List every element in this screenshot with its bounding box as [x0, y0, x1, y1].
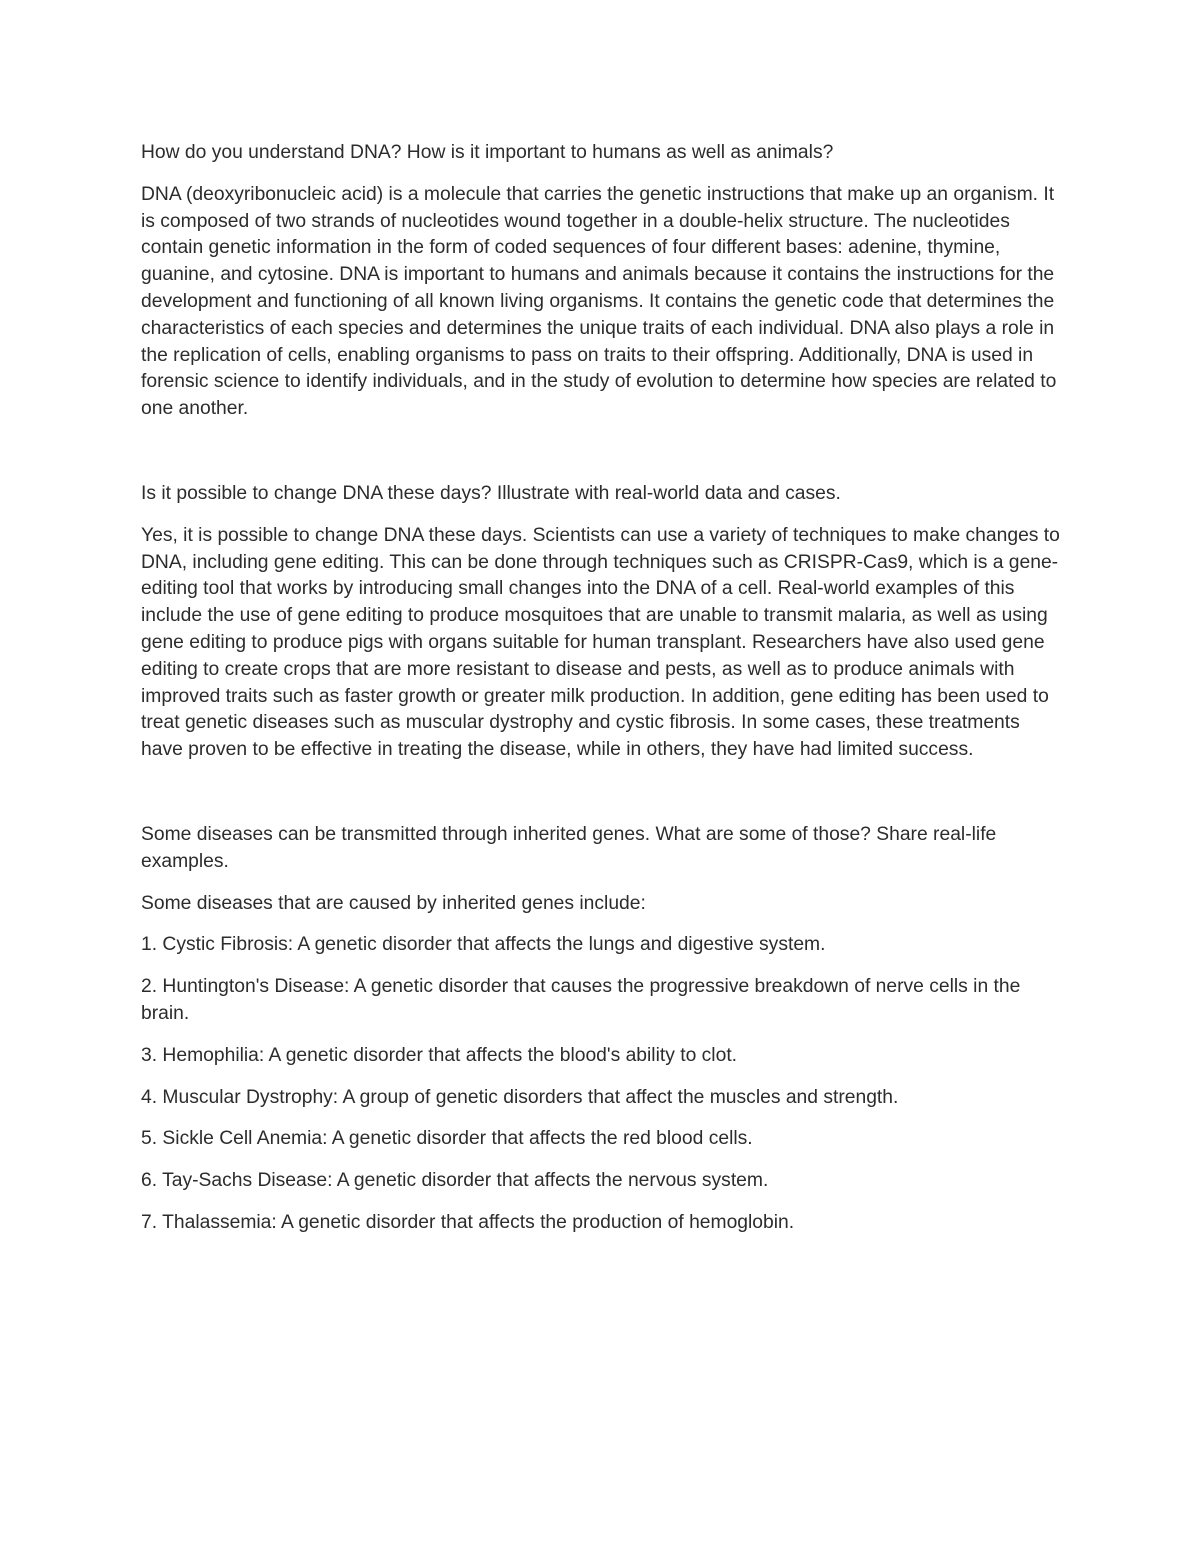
answer-dna-understanding: DNA (deoxyribonucleic acid) is a molecule that carries the genetic instructions that make up an organism. It is composed of two strands of nucleotides wound together in a double-helix structure. The nucleotides contain genetic information in the form of coded sequences of four different bases: adenine, thymine, guanine, and cytosine. DNA is important to humans and animals because it contains the instructions for the development and functioning of all known living organisms. It contains the genetic code that determines the characteristics of each species and determines the unique traits of each individual. DNA also plays a role in the replication of cells, enabling organisms to pass on traits to their offspring. Additionally, DNA is used in forensic science to identify individuals, and in the study of evolution to determine how species are related to one another. — [141, 183, 1057, 420]
disease-list-item: 7. Thalassemia: A genetic disorder that affects the production of hemoglobin. — [141, 1211, 795, 1233]
disease-list-item: 2. Huntington's Disease: A genetic disorder that causes the progressive breakdown of nerve cells in the brain. — [141, 976, 1021, 1024]
inherited-diseases-intro: Some diseases that are caused by inherited genes include: — [141, 892, 646, 914]
section-spacer — [141, 764, 1066, 822]
disease-list-item: 1. Cystic Fibrosis: A genetic disorder that affects the lungs and digestive system. — [141, 934, 826, 956]
question-dna-understanding: How do you understand DNA? How is it important to humans as well as animals? — [141, 142, 834, 163]
disease-list-item: 3. Hemophilia: A genetic disorder that affects the blood's ability to clot. — [141, 1044, 738, 1066]
section-spacer — [141, 423, 1066, 481]
question-inherited-diseases: Some diseases can be transmitted through inherited genes. What are some of those? Share real-life examples. — [141, 823, 997, 872]
document-page — [141, 140, 1066, 1237]
question-change-dna: Is it possible to change DNA these days? Illustrate with real-world data and cases. — [141, 482, 841, 504]
disease-list-item: 6. Tay-Sachs Disease: A genetic disorder that affects the nervous system. — [141, 1170, 769, 1192]
disease-list-item: 4. Muscular Dystrophy: A group of genetic disorders that affect the muscles and strength. — [141, 1086, 899, 1108]
answer-change-dna: Yes, it is possible to change DNA these days. Scientists can use a variety of techniques to make changes to DNA, including gene editing. This can be done through techniques such as CRISPR-Cas9, which is a gene-editing tool that works by introducing small changes into the DNA of a cell. Real-world examples of this include the use of gene editing to produce mosquitoes that are unable to transmit malaria, as well as using gene editing to produce pigs with organs suitable for human transplant. Researchers have also used gene editing to create crops that are more resistant to disease and pests, as well as to produce animals with improved traits such as faster growth or greater milk production. In addition, gene editing has been used to treat genetic diseases such as muscular dystrophy and cystic fibrosis. In some cases, these treatments have proven to be effective in treating the disease, while in others, they have had limited success. — [141, 524, 1060, 761]
disease-list-item: 5. Sickle Cell Anemia: A genetic disorder that affects the red blood cells. — [141, 1128, 753, 1150]
